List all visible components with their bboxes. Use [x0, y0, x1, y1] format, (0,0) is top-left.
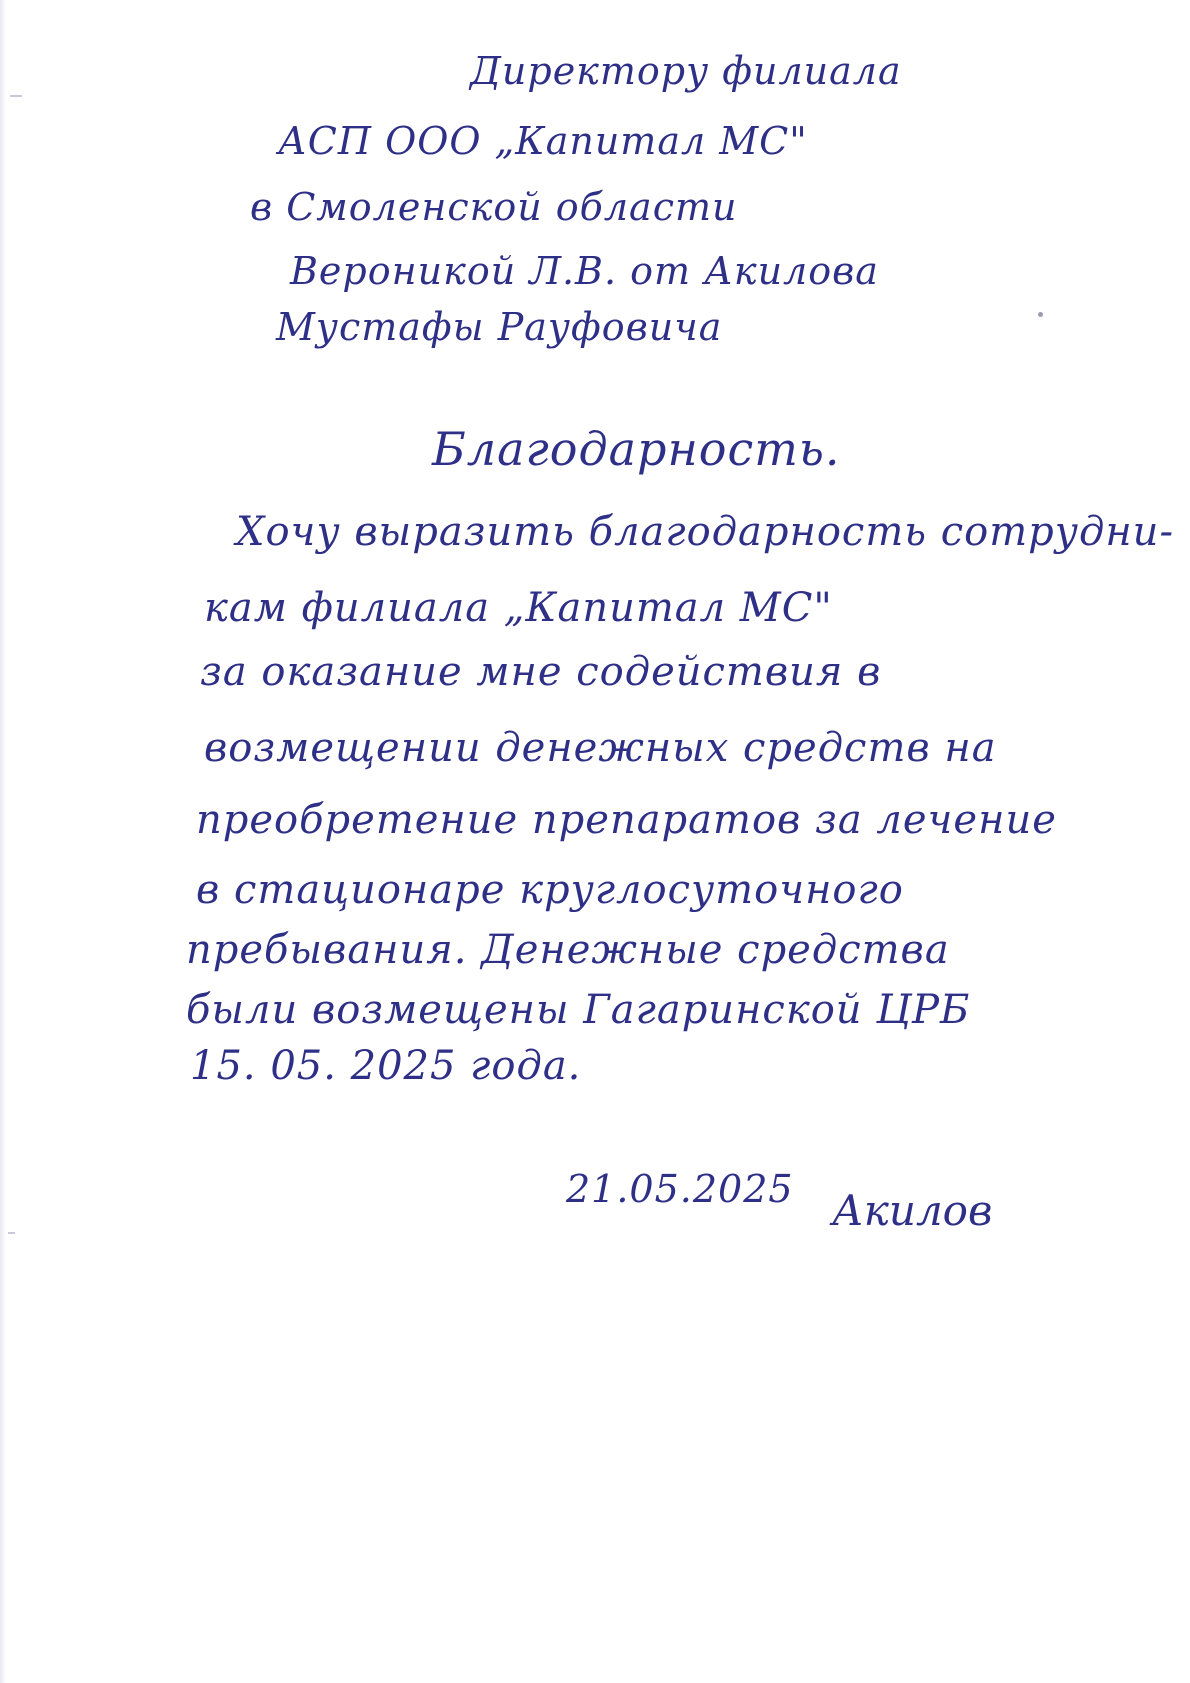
recipient-line-2: АСП ООО „Капитал МС" [278, 119, 808, 163]
recipient-line-5: Мустафы Рауфовича [276, 305, 723, 349]
body-line-7: пребывания. Денежные средства [186, 927, 950, 973]
body-line-1: Хочу выразить благодарность сотрудни- [236, 509, 1174, 555]
recipient-line-3: в Смоленской области [250, 185, 738, 229]
body-line-3: за оказание мне содействия в [200, 649, 882, 695]
recipient-line-4: Вероникой Л.В. от Акилова [290, 249, 879, 293]
body-line-4: возмещении денежных средств на [204, 725, 997, 771]
scan-mark [8, 1232, 15, 1234]
scan-edge [0, 0, 6, 1683]
scan-mark [10, 95, 22, 97]
letter-date: 21.05.2025 [566, 1167, 794, 1211]
body-line-2: кам филиала „Капитал МС" [204, 585, 833, 631]
body-line-5: преобретение препаратов за лечение [196, 797, 1057, 843]
letter-title: Благодарность. [432, 422, 841, 476]
body-line-8: были возмещены Гагаринской ЦРБ [186, 987, 971, 1033]
body-line-9: 15. 05. 2025 года. [190, 1043, 582, 1089]
scan-mark [1038, 312, 1043, 317]
signature: Акилов [832, 1186, 993, 1235]
body-line-6: в стационаре круглосуточного [196, 867, 904, 913]
recipient-line-1: Директору филиала [470, 49, 902, 93]
